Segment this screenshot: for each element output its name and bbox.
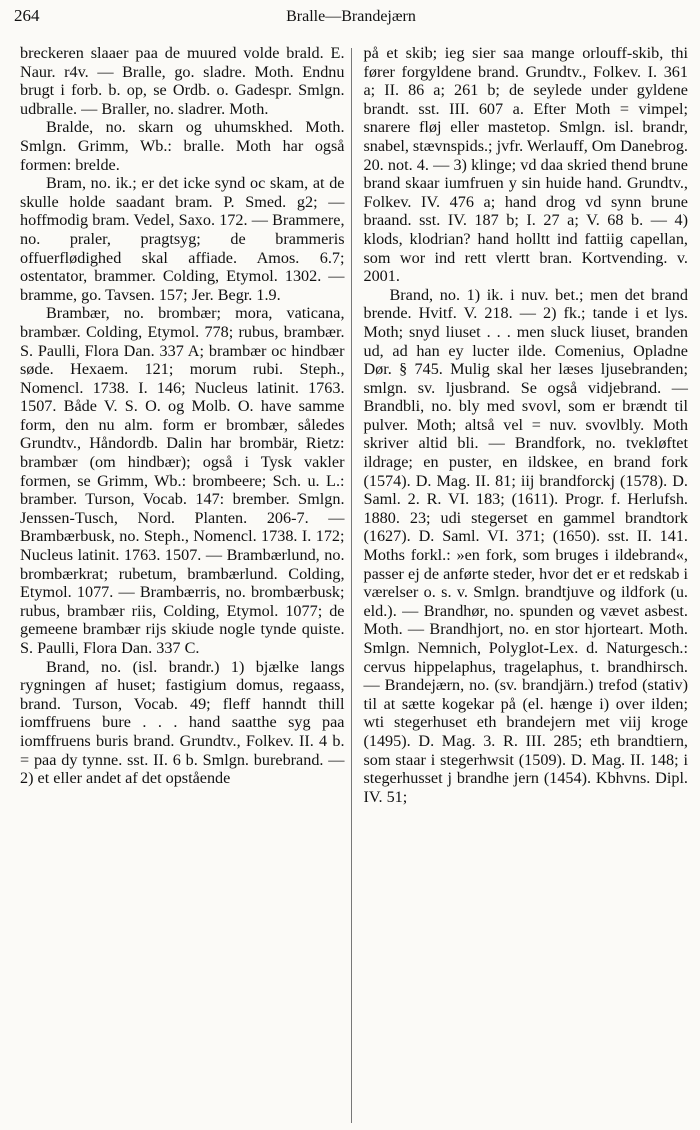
right-column xyxy=(355,44,688,1123)
running-head: Bralle—Brandejærn xyxy=(286,8,416,25)
page-header xyxy=(14,6,688,44)
left-column xyxy=(14,44,345,1123)
dictionary-paragraph: Brand, no. (isl. brandr.) 1) bjælke langs rygningen af huset; fastigium domus, regaass, brand. Turson, Vocab. 49; fleff hanndt thill iomffruens bure . . . hand saatthe syg paa iomffruens buris brand. Grundtv., Folkev. II. 4 b. = paa dy tynne. sst. II. 6 b. Smlgn. burebrand. — 2) et eller andet af det opstående xyxy=(20,657,345,788)
dictionary-paragraph: Bralde, no. skarn og uhumskhed. Moth. Smlgn. Grimm, Wb.: bralle. Moth har også formen: brelde. xyxy=(20,118,345,174)
column-divider xyxy=(351,48,352,1123)
page-number: 264 xyxy=(14,6,40,25)
dictionary-paragraph: Brambær, no. brombær; mora, vaticana, brambær. Colding, Etymol. 778; rubus, brambær. S. Paulli, Flora Dan. 337 A; brambær oc hindbær søde. Hexaem. 121; morum rubi. Steph., Nomencl. 1738. I. 146; Nucleus latinit. 1763. 1507. Både V. S. O. og Molb. O. have samme form, den nu alm. form er brombær, således Grundtv., Håndordb. Dalin har brombär, Rietz: brambær (om hindbær); også i Tysk vakler formen, se Grimm, Wb.: brombeere; Sch. u. L.: bramber. Turson, Vocab. 147: brember. Smlgn. Jenssen-Tusch, Nord. Planten. 206-7. — Brambærbusk, no. Steph., Nomencl. 1738. I. 172; Nucleus latinit. 1763. 1507. — Brambærlund, no. brombærkrat; rubetum, brambærlund. Colding, Etymol. 1077. — Brambærris, no. brombærbusk; rubus, brambær riis, Colding, Etymol. 1077; de gemeene brambær rijs skiude nogle tynde quiste. S. Paulli, Flora Dan. 337 C. xyxy=(20,304,345,657)
dictionary-paragraph: Bram, no. ik.; er det icke synd oc skam, at de skulle holde saadant bram. P. Smed. g2; — hoffmodig bram. Vedel, Saxo. 172. — Brammere, no. praler, pragtsyg; de brammeris offuerflødighed skal affiade. Amos. 6.7; ostentator, brammer. Colding, Etymol. 1302. — bramme, go. Tavsen. 157; Jer. Begr. 1.9. xyxy=(20,174,345,304)
dictionary-paragraph: Brand, no. 1) ik. i nuv. bet.; men det brand brende. Hvitf. V. 218. — 2) fk.; tande i et lys. Moth; snyd liuset . . . men sluck liuset, branden ud, ad han ey lucter ilde. Comenius, Opladne Dør. § 745. Mulig skal her læses ljusebranden; smlgn. sv. ljusbrand. Se også vidjebrand. — Brandbli, no. bly med svovl, som er brændt til pulver. Moth; altså vel = nuv. svovlbly. Moth skriver altid bli. — Brandfork, no. tvekløftet ildrage; en puster, en ildskee, en brand fork (1574). D. Mag. II. 81; iij brandforckj (1578). D. Saml. 2. R. VI. 183; (1611). Progr. f. Herlufsh. 1880. 23; udi stegerset en gammel brandtork (1627). D. Saml. VI. 371; (1650). sst. II. 141. Moths forkl.: »en fork, som bruges i ildebrand«, passer ej de anførte steder, hvor det er et redskab i værelser o. s. v. Smlgn. brandtjuve og ildfork (u. eld.). — Brandhør, no. spunden og vævet asbest. Moth. — Brandhjort, no. en stor hjorteart. Moth. Smlgn. Nemnich, Polyglot-Lex. d. Naturgesch.: cervus hippelaphus, tragelaphus, t. brandhirsch. — Brandejærn, no. (sv. brandjärn.) trefod (stativ) til at sætte kogekar på (el. hænge i) over ilden; wti stegerhuset eth brandejern met viij kroge (1495). D. Mag. 3. R. III. 285; eth brandtiern, som staar i stegerhwsit (1509). D. Mag. II. 148; i stegerhusset j brandhe jern (1454). Kbhvns. Dipl. IV. 51; xyxy=(363,285,688,806)
dictionary-paragraph: på et skib; ieg sier saa mange orlouff-skib, thi fører forgyldene brand. Grundtv., Folkev. I. 361 a; II. 86 a; 261 b; de seylede under gyldene brandt. sst. III. 607 a. Efter Moth = vimpel; snarere fløj eller mastetop. Smlgn. isl. brandr, snabel, stævnspids.; jvfr. Werlauff, Om Danebrog. 20. not. 4. — 3) klinge; vd daa skried thend brune brand skaar iumfruen y sin huide hand. Grundtv., Folkev. IV. 476 a; hand drog vd synn brune braand. sst. IV. 187 b; I. 27 a; V. 68 b. — 4) klods, klodrian? hand holltt ind fattiig capellan, som wor ind rett vlertt bran. Kortvending. v. 2001. xyxy=(363,44,688,286)
dictionary-paragraph: breckeren slaaer paa de muured volde brald. E. Naur. r4v. — Bralle, go. sladre. Moth. Endnu brugt i forb. b. op, se Ordb. o. Gadespr. Smlgn. udbralle. — Braller, no. sladrer. Moth. xyxy=(20,44,345,118)
text-columns xyxy=(14,44,688,1123)
